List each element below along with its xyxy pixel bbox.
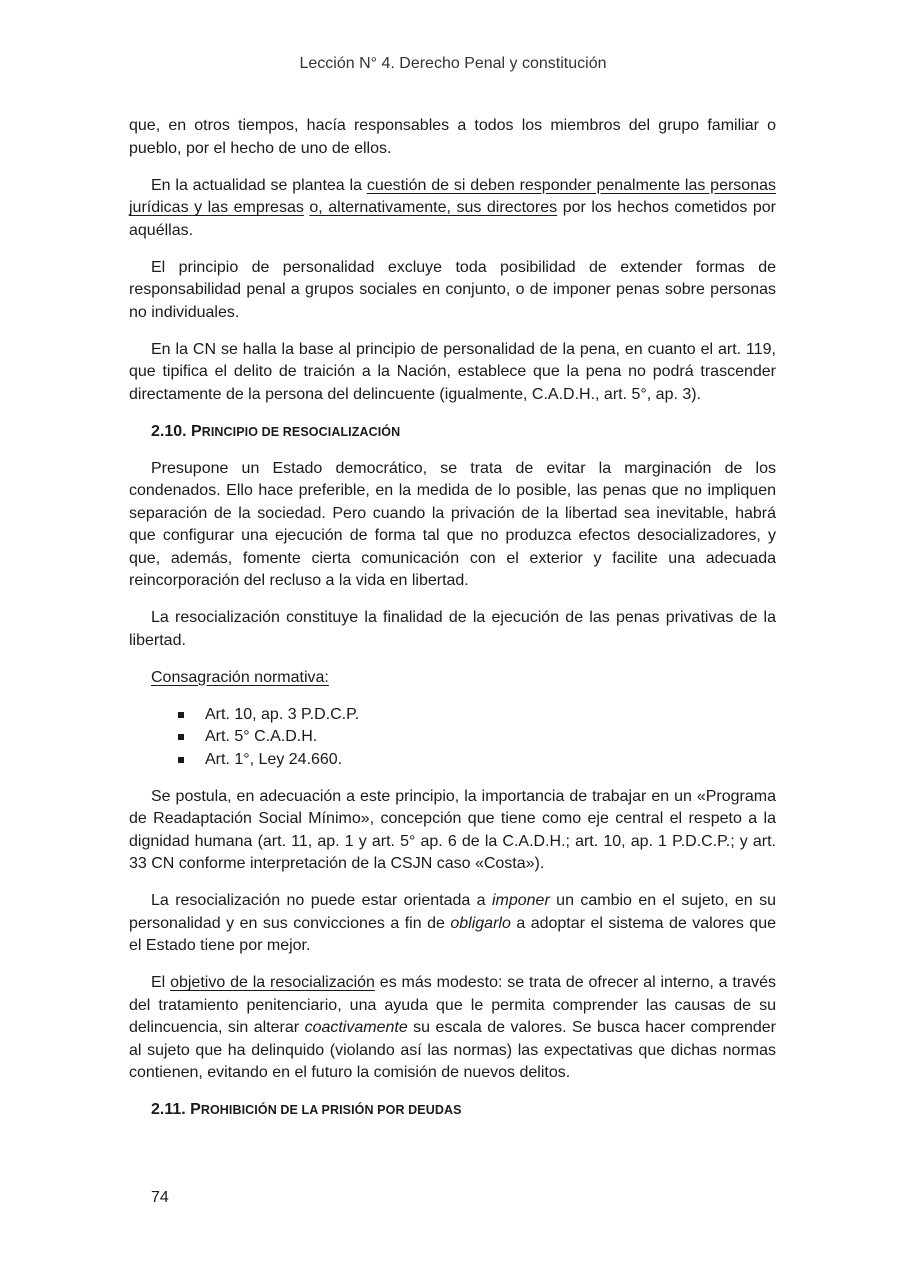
paragraph (129, 972, 776, 1085)
paragraph: Presupone un Estado democrático, se trata de evitar la marginación de los condenados. Ello hace preferible, en la medida de lo posible, las penas que no impliquen separación de la sociedad. Pero cuando la privación de la libertad sea inevitable, habrá que configurar una ejecución de forma tal que no produzca efectos desocializadores, y que, además, fomente cierta comunicación con el exterior y facilite una adecuada reincorporación del recluso a la vida en libertad. (129, 459, 776, 589)
page-number: 74 (151, 1189, 169, 1206)
italic-text: coactivamente (304, 1019, 408, 1036)
section-number: 2.11. (151, 1101, 186, 1118)
section-title-rest: RINCIPIO DE RESOCIALIZACIÓN (201, 424, 401, 439)
section-title-rest: ROHIBICIÓN DE LA PRISIÓN POR DEUDAS (200, 1103, 462, 1117)
section-number: 2.10. (151, 422, 187, 440)
paragraph (129, 175, 776, 243)
paragraph: La resocialización constituye la finalidad de la ejecución de las penas privativas de la libertad. (129, 609, 776, 649)
text-run: es más modesto: se trata de ofrecer al interno, a través del tratamiento penitenciario, una ayuda que le permita comprender las causas de su delincuencia, sin alterar (129, 974, 776, 1036)
page-body (129, 115, 776, 1136)
section-title-initial: P (190, 1101, 201, 1118)
text-run: En la actualidad se plantea la (151, 176, 367, 194)
list-item (178, 726, 776, 749)
text-run: por los hechos cometidos por aquéllas. (129, 199, 776, 239)
list-item-text: Art. 1°, Ley 24.660. (205, 750, 343, 768)
list-item (178, 704, 776, 727)
bullet-list (129, 704, 776, 772)
text-run: a adoptar el sistema de valores que el Estado tiene por mejor. (129, 914, 777, 954)
page-header: Lección N° 4. Derecho Penal y constitución (299, 55, 607, 72)
text-run: un cambio en el sujeto, en su personalidad y en sus convicciones a fin de (129, 892, 777, 932)
paragraph: El principio de personalidad excluye toda posibilidad de extender formas de responsabilidad penal a grupos sociales en conjunto, o de imponer penas sobre personas no individuales. (129, 258, 776, 321)
section-heading (151, 1099, 776, 1122)
paragraph: En la CN se halla la base al principio de personalidad de la pena, en cuanto el art. 119, que tipifica el delito de traición a la Nación, establece que la pena no podrá trascender directamente de la persona del delincuente (igualmente, C.A.D.H., art. 5°, ap. 3). (129, 340, 776, 403)
text-run: su escala de valores. Se busca hacer comprender al sujeto que ha delinquido (violando así las normas) las expectativas que dichas normas contienen, evitando en el futuro la comisión de nuevos delitos. (129, 1019, 776, 1081)
italic-text: imponer (491, 892, 550, 909)
section-heading (151, 421, 776, 444)
list-item-text: Art. 5° C.A.D.H. (205, 728, 318, 745)
square-bullet-icon (178, 757, 184, 763)
list-item (178, 749, 776, 772)
square-bullet-icon (178, 734, 184, 740)
text-run: El (151, 974, 171, 991)
list-item-text: Art. 10, ap. 3 P.D.C.P. (205, 705, 360, 723)
paragraph: que, en otros tiempos, hacía responsables a todos los miembros del grupo familiar o pueblo, por el hecho de uno de ellos. (129, 117, 776, 157)
text-run: La resocialización no puede estar orientada a (151, 892, 492, 909)
underlined-text: o, alternativamente, sus directores (309, 199, 558, 216)
italic-text: obligarlo (450, 914, 511, 932)
section-title-initial: P (191, 422, 202, 440)
square-bullet-icon (178, 712, 184, 718)
paragraph: Se postula, en adecuación a este principio, la importancia de trabajar en un «Programa de Readaptación Social Mínimo», concepción que tiene como eje central el respeto a la dignidad humana (art. 11, ap. 1 y art. 5° ap. 6 de la C.A.D.H.; art. 10, ap. 1 P.D.C.P.; y art. 33 CN conforme interpretación de la CSJN caso «Costa»). (129, 787, 776, 872)
paragraph (129, 890, 776, 958)
underlined-text: objetivo de la resocialización (170, 974, 375, 991)
underlined-text: cuestión de si deben responder penalmente las personas jurídicas y las empresas (129, 176, 777, 216)
subheading (151, 667, 776, 690)
subheading-label: Consagración normativa: (151, 668, 329, 686)
